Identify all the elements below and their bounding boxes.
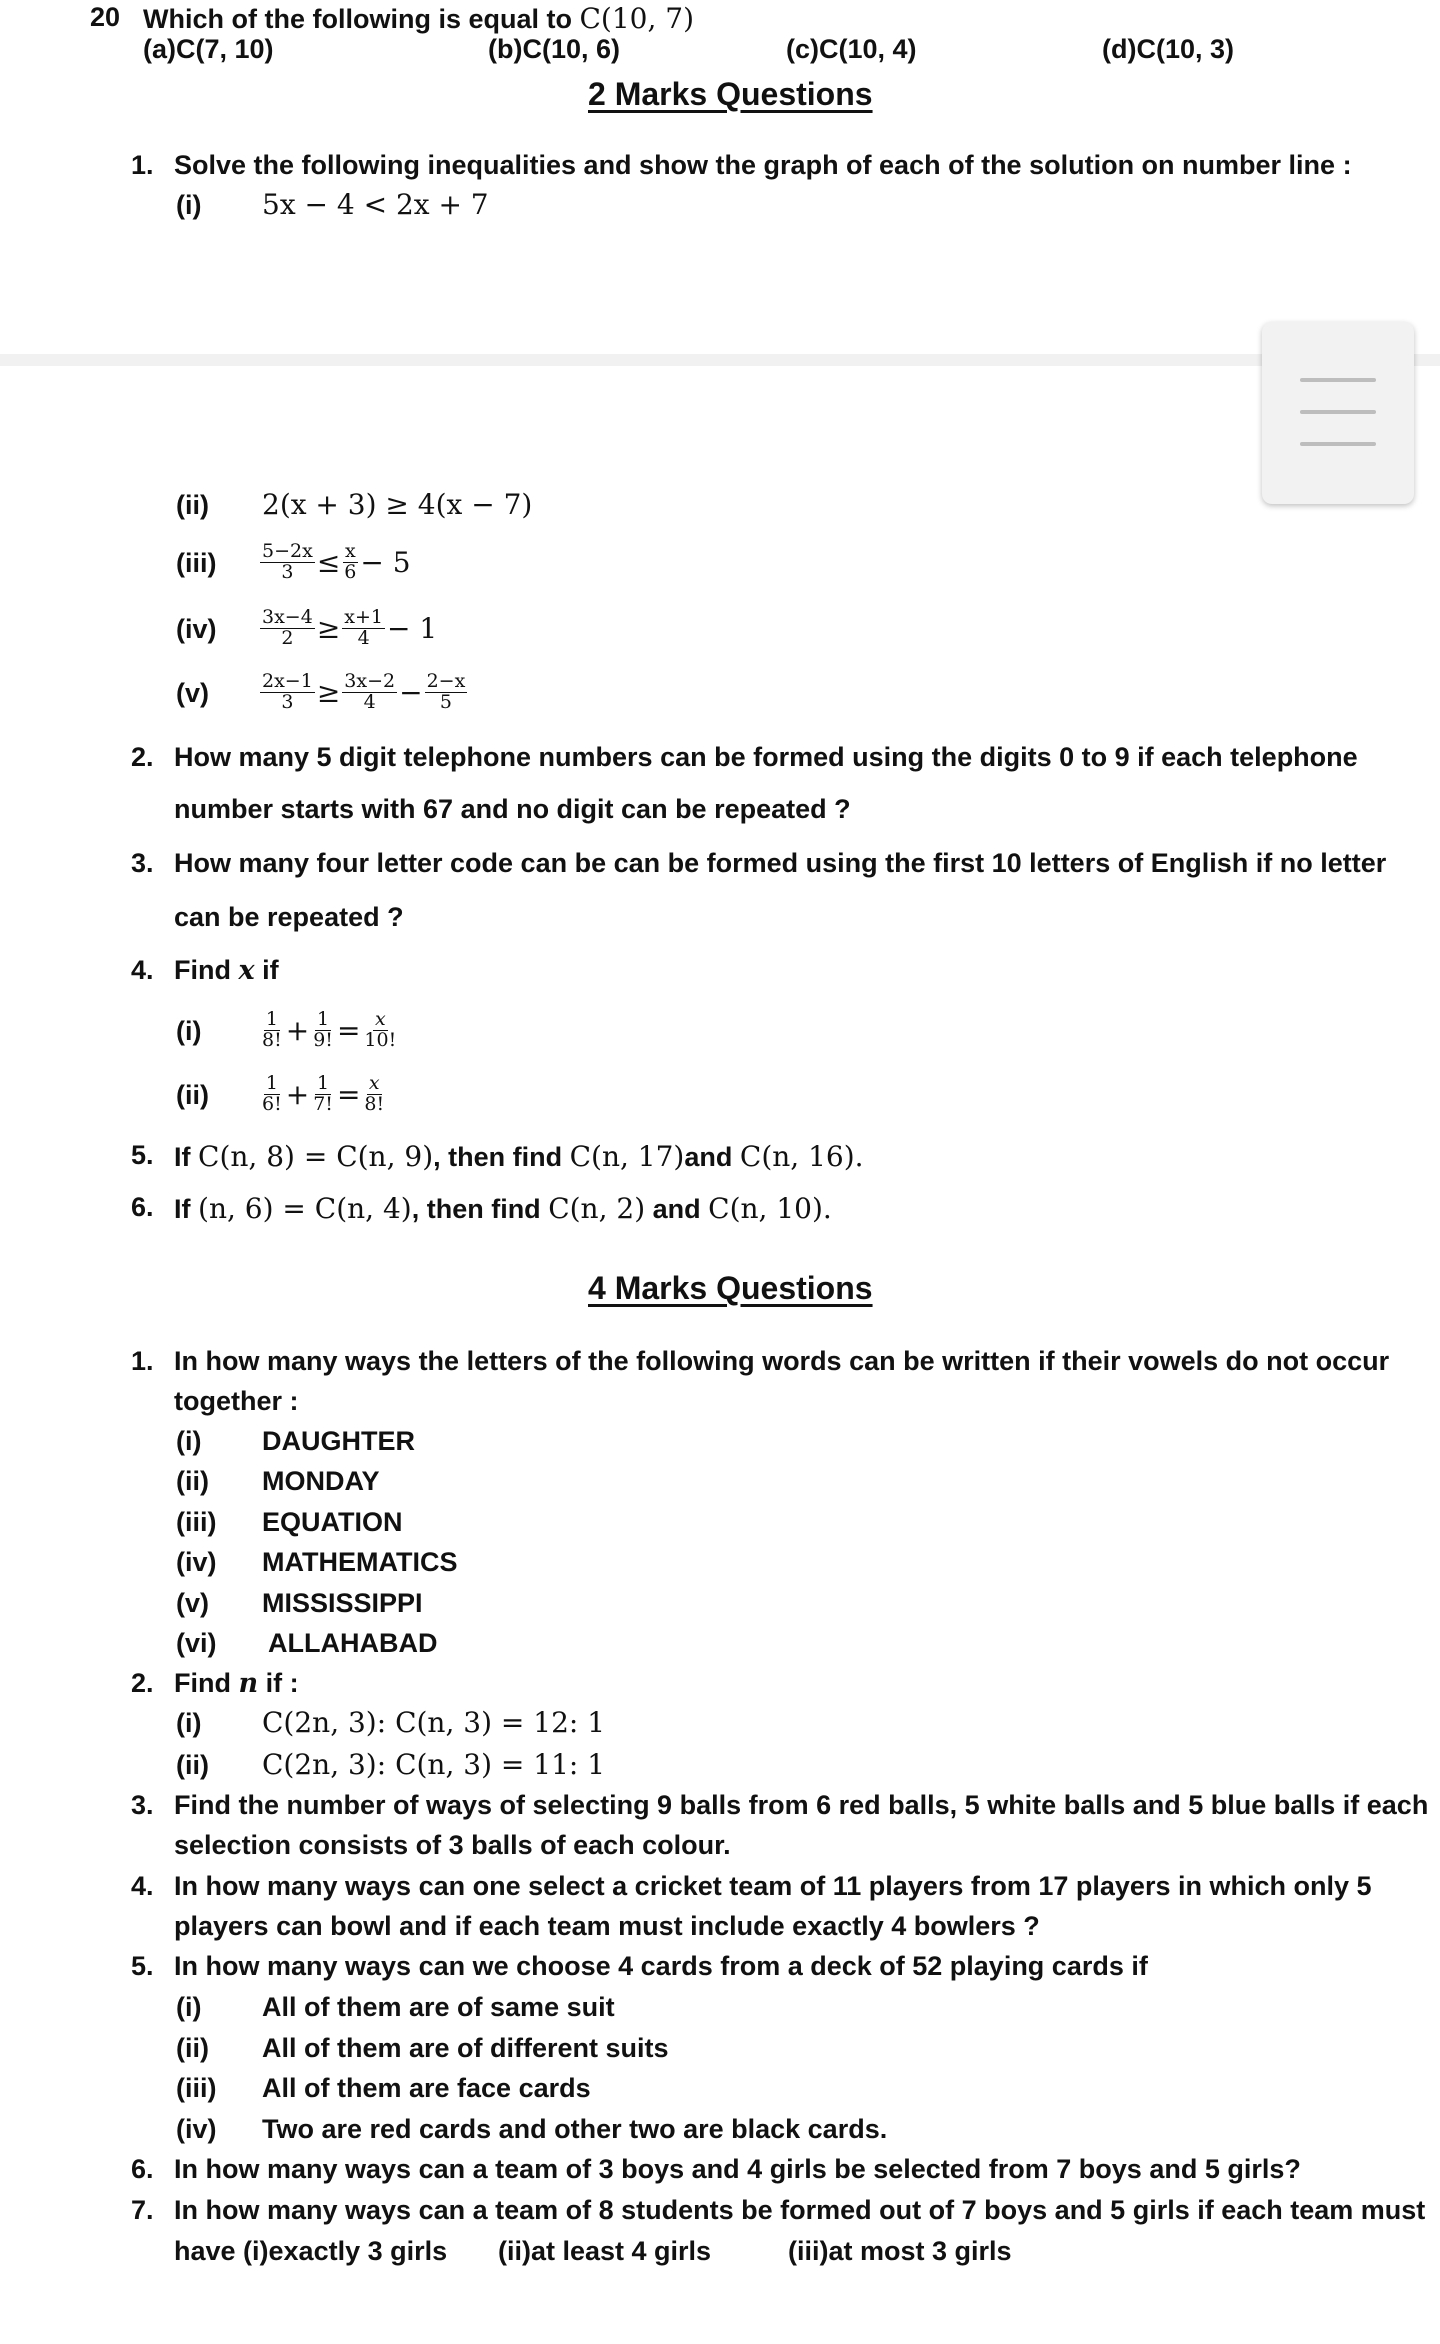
numerator: 1: [317, 1071, 330, 1094]
equals: =: [336, 1013, 361, 1047]
denominator: 8!: [262, 1028, 282, 1051]
four-marks-q1-part-label: (i): [176, 1426, 202, 1456]
q20-text: [143, 2, 694, 35]
two-marks-q4-part-i-label: (i): [176, 1016, 202, 1046]
four-marks-q5-part-text: All of them are face cards: [262, 2073, 591, 2103]
numerator: 3x−4: [262, 605, 313, 628]
page-separator: [0, 354, 1440, 366]
four-marks-q1-part-label: (vi): [176, 1628, 217, 1658]
q20-option-a: (a)C(7, 10): [143, 34, 274, 64]
expression: C(n, 16).: [739, 1140, 864, 1173]
two-marks-q3-line1: How many four letter code can be can be formed using the first 10 letters of English if no letter: [174, 848, 1387, 878]
denominator: 8!: [364, 1092, 385, 1115]
four-marks-q6-number: 6.: [131, 2154, 154, 2184]
two-marks-q1-part-ii-label: (ii): [176, 490, 209, 520]
two-marks-q1-part-v-expr: [258, 664, 469, 720]
numerator: 3x−2: [344, 669, 396, 692]
four-marks-q1-part-word: MONDAY: [262, 1466, 380, 1496]
two-marks-q4-text: [174, 955, 279, 986]
relation: ≥: [316, 675, 341, 709]
denominator: 9!: [313, 1028, 333, 1051]
q20-question: Which of the following is equal to: [143, 4, 580, 34]
two-marks-q6-text: [174, 1192, 832, 1225]
q20-expr: C(10, 7): [579, 2, 694, 35]
four-marks-q5-part-label: (i): [176, 1992, 202, 2022]
four-marks-q5-part-label: (ii): [176, 2033, 209, 2063]
numerator: 1: [317, 1007, 330, 1030]
numerator: 2x−1: [262, 669, 313, 692]
four-marks-q4-line2: players can bowl and if each team must include exactly 4 bowlers ?: [174, 1911, 1040, 1941]
four-marks-q5-part-text: All of them are of same suit: [262, 1992, 615, 2022]
denominator: 4: [363, 690, 376, 713]
find-label: Find: [174, 1668, 231, 1698]
expression: C(n, 8) = C(n, 9): [198, 1140, 434, 1173]
four-marks-q1-part-label: (ii): [176, 1466, 209, 1496]
menu-button[interactable]: [1262, 322, 1414, 504]
plus: +: [285, 1013, 310, 1047]
four-marks-q2-part-i-label: (i): [176, 1708, 202, 1738]
two-marks-q4-part-i-expr: [258, 1002, 400, 1058]
then-find-label: , then find: [433, 1142, 563, 1172]
four-marks-q1-part-word: MISSISSIPPI: [262, 1588, 423, 1618]
fraction: [342, 539, 358, 583]
q20-number: 20: [90, 2, 121, 32]
four-marks-q7-line2c: (iii)at most 3 girls: [788, 2236, 1012, 2266]
fraction: [260, 539, 315, 583]
denominator: 4: [357, 626, 370, 649]
four-marks-q4-line1: In how many ways can one select a cricket team of 11 players from 17 players in which only 5: [174, 1871, 1372, 1901]
two-marks-q4-part-ii-label: (ii): [176, 1080, 209, 1110]
two-marks-q4-part-ii-expr: [258, 1066, 388, 1122]
tail: − 1: [387, 611, 438, 645]
four-marks-q5-number: 5.: [131, 1951, 154, 1981]
four-marks-q2-part-i-expr: C(2n, 3): C(n, 3) = 12: 1: [262, 1706, 606, 1739]
if-label: if: [262, 955, 279, 985]
four-marks-q1-part-word: MATHEMATICS: [262, 1547, 458, 1577]
relation: ≥: [316, 611, 341, 645]
four-marks-q5-part-text: Two are red cards and other two are black cards.: [262, 2114, 888, 2144]
if-label: If: [174, 1194, 191, 1224]
four-marks-q3-line1: Find the number of ways of selecting 9 balls from 6 red balls, 5 white balls and 5 blue balls if each: [174, 1790, 1429, 1820]
two-marks-q1-part-ii-expr: 2(x + 3) ≥ 4(x − 7): [262, 488, 533, 521]
menu-icon-bar-1: [1300, 378, 1376, 382]
four-marks-q3-number: 3.: [131, 1790, 154, 1820]
four-marks-q6-text: In how many ways can a team of 3 boys and 4 girls be selected from 7 boys and 5 girls?: [174, 2154, 1301, 2184]
fraction: [362, 1071, 386, 1115]
four-marks-q7-line1: In how many ways can a team of 8 students be formed out of 7 boys and 5 girls if each team must: [174, 2195, 1426, 2225]
fraction: [260, 669, 315, 713]
two-marks-q2-line1: How many 5 digit telephone numbers can be formed using the digits 0 to 9 if each telephone: [174, 742, 1358, 772]
q20-option-d: (d)C(10, 3): [1102, 34, 1235, 64]
and-label: and: [684, 1142, 733, 1172]
four-marks-q7-line2a: have (i)exactly 3 girls: [174, 2236, 448, 2266]
denominator: 6: [344, 560, 357, 583]
two-marks-q1-part-iii-expr: [258, 534, 411, 590]
denominator: 3: [281, 560, 294, 583]
two-marks-q2-number: 2.: [131, 742, 154, 772]
four-marks-q5-part-text: All of them are of different suits: [262, 2033, 669, 2063]
fraction: [425, 669, 468, 713]
q20-option-b: (b)C(10, 6): [488, 34, 621, 64]
menu-icon-bar-3: [1300, 442, 1376, 446]
variable: n: [238, 1668, 259, 1699]
two-marks-q1-part-iv-expr: [258, 600, 437, 656]
denominator: 7!: [313, 1092, 333, 1115]
two-marks-q3-line2: can be repeated ?: [174, 902, 404, 932]
two-marks-q4-number: 4.: [131, 955, 154, 985]
minus: −: [399, 675, 423, 709]
fraction: [260, 1071, 284, 1115]
numerator: 1: [265, 1007, 278, 1030]
four-marks-q1-part-word: ALLAHABAD: [268, 1628, 438, 1658]
equals: =: [336, 1077, 361, 1111]
four-marks-q1-line1: In how many ways the letters of the following words can be written if their vowels do not occur: [174, 1346, 1390, 1376]
four-marks-q1-part-label: (iv): [176, 1547, 217, 1577]
four-marks-q5-part-label: (iii): [176, 2073, 217, 2103]
four-marks-q7-number: 7.: [131, 2195, 154, 2225]
four-marks-q5-text: In how many ways can we choose 4 cards from a deck of 52 playing cards if: [174, 1951, 1148, 1981]
four-marks-q1-part-label: (iii): [176, 1507, 217, 1537]
fraction: [311, 1007, 335, 1051]
fraction: [260, 605, 315, 649]
fraction: [342, 669, 397, 713]
numerator: x+1: [344, 605, 384, 628]
four-marks-q1-part-word: EQUATION: [262, 1507, 403, 1537]
expression: C(n, 17): [569, 1140, 685, 1173]
four-marks-q1-line2: together :: [174, 1386, 299, 1416]
denominator: 10!: [364, 1028, 397, 1051]
numerator: x: [344, 539, 356, 562]
denominator: 3: [281, 690, 294, 713]
numerator: 2−x: [426, 669, 466, 692]
four-marks-q2-part-ii-label: (ii): [176, 1750, 209, 1780]
fraction: [342, 605, 385, 649]
numerator: 1: [265, 1071, 278, 1094]
four-marks-q5-part-label: (iv): [176, 2114, 217, 2144]
two-marks-q5-text: [174, 1140, 864, 1173]
denominator: 5: [439, 690, 452, 713]
relation: ≤: [316, 545, 341, 579]
then-find-label: , then find: [411, 1194, 541, 1224]
four-marks-q4-number: 4.: [131, 1871, 154, 1901]
menu-icon-bar-2: [1300, 410, 1376, 414]
and-label: and: [652, 1194, 701, 1224]
two-marks-q1-part-i-label: (i): [176, 190, 202, 220]
two-marks-heading: 2 Marks Questions: [588, 76, 873, 112]
four-marks-heading: 4 Marks Questions: [588, 1270, 873, 1306]
four-marks-q2-number: 2.: [131, 1668, 154, 1698]
fraction: [362, 1007, 398, 1051]
two-marks-q5-number: 5.: [131, 1140, 154, 1170]
two-marks-q1-part-v-label: (v): [176, 678, 209, 708]
if-label: if :: [265, 1668, 299, 1698]
find-label: Find: [174, 955, 231, 985]
fraction: [311, 1071, 335, 1115]
two-marks-q1-part-iv-label: (iv): [176, 614, 217, 644]
four-marks-q2-text: [174, 1668, 299, 1699]
two-marks-q1-text: Solve the following inequalities and show the graph of each of the solution on number line :: [174, 150, 1352, 180]
four-marks-q1-part-label: (v): [176, 1588, 209, 1618]
fraction: [260, 1007, 284, 1051]
two-marks-q1-part-iii-label: (iii): [176, 548, 217, 578]
two-marks-q1-number: 1.: [131, 150, 154, 180]
four-marks-q1-part-word: DAUGHTER: [262, 1426, 415, 1456]
four-marks-q3-line2: selection consists of 3 balls of each colour.: [174, 1830, 731, 1860]
if-label: If: [174, 1142, 191, 1172]
denominator: 2: [281, 626, 294, 649]
two-marks-q2-line2: number starts with 67 and no digit can be repeated ?: [174, 794, 851, 824]
expression: C(n, 2): [548, 1192, 646, 1225]
plus: +: [285, 1077, 310, 1111]
four-marks-q7-line2b: (ii)at least 4 girls: [498, 2236, 712, 2266]
four-marks-q1-number: 1.: [131, 1346, 154, 1376]
four-marks-q2-part-ii-expr: C(2n, 3): C(n, 3) = 11: 1: [262, 1748, 606, 1781]
numerator: x: [374, 1007, 386, 1030]
variable: x: [238, 955, 255, 986]
expression: C(n, 10).: [708, 1192, 832, 1225]
denominator: 6!: [262, 1092, 282, 1115]
numerator: x: [368, 1071, 380, 1094]
two-marks-q6-number: 6.: [131, 1192, 154, 1222]
two-marks-q1-part-i-expr: 5x − 4 < 2x + 7: [262, 188, 489, 221]
numerator: 5−2x: [262, 539, 313, 562]
tail: − 5: [360, 545, 411, 579]
two-marks-q3-number: 3.: [131, 848, 154, 878]
expression: (n, 6) = C(n, 4): [198, 1192, 412, 1225]
q20-option-c: (c)C(10, 4): [786, 34, 917, 64]
